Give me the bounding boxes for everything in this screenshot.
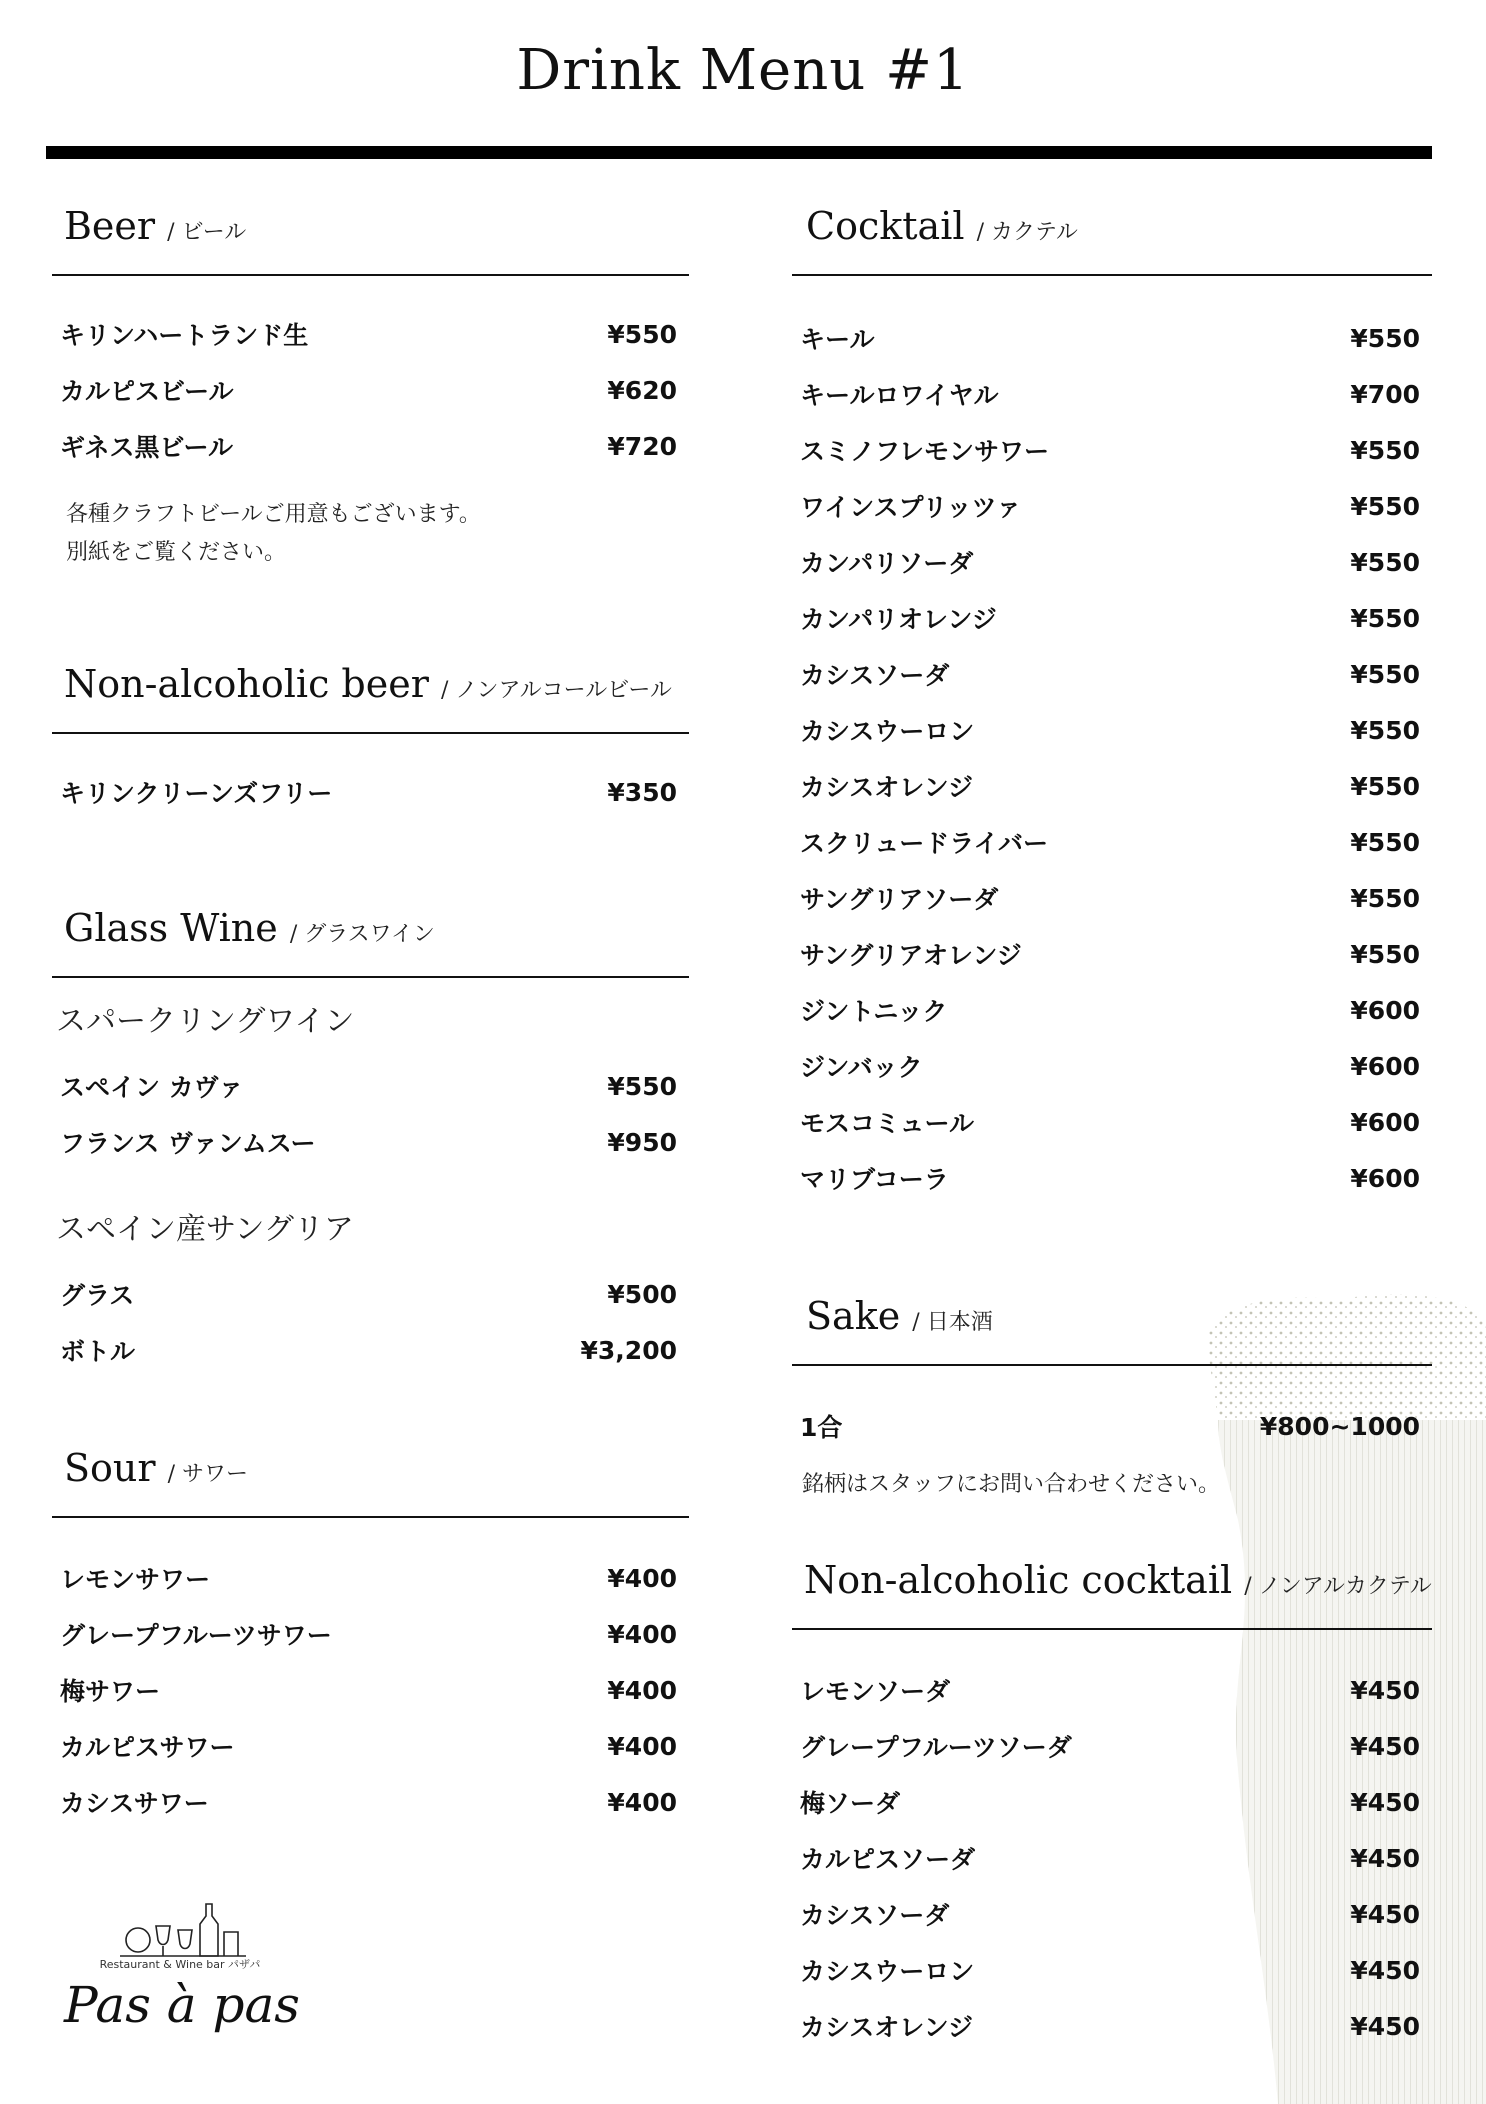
menu-item: [52, 1560, 689, 1616]
menu-item: [792, 824, 1432, 880]
item-name: サングリアソーダ: [800, 885, 999, 914]
menu-item: [52, 372, 689, 428]
item-price: ¥550: [1350, 716, 1420, 745]
item-price: ¥700: [1350, 380, 1420, 409]
item-price: ¥350: [607, 778, 677, 807]
section-nonalc-beer: [52, 662, 689, 830]
item-name: ジントニック: [800, 997, 948, 1026]
menu-item: [792, 1048, 1432, 1104]
section-title-en: Sour: [64, 1446, 156, 1490]
item-price: ¥550: [1350, 660, 1420, 689]
menu-item: [792, 1160, 1432, 1216]
item-name: カシスサワー: [60, 1789, 209, 1818]
menu-item: [792, 656, 1432, 712]
section-title: [64, 1446, 248, 1490]
menu-item: [792, 1896, 1432, 1952]
item-price: ¥550: [1350, 884, 1420, 913]
menu-item: [792, 1672, 1432, 1728]
item-name: スミノフレモンサワー: [800, 437, 1050, 466]
item-name: ジンバック: [800, 1053, 923, 1082]
item-price: ¥550: [607, 320, 677, 349]
section-cocktail: [792, 204, 1432, 1216]
section-divider: [52, 976, 689, 978]
item-name: カルピスソーダ: [800, 1845, 976, 1874]
item-price: ¥450: [1350, 1788, 1420, 1817]
section-title-jp: / サワー: [167, 1462, 249, 1487]
subheading-sangria: スペイン産サングリア: [56, 1212, 354, 1247]
item-name: カシスオレンジ: [800, 773, 974, 802]
note-line: 別紙をご覧ください。: [66, 540, 287, 565]
menu-item: [52, 1124, 689, 1180]
item-name: 1合: [800, 1413, 843, 1442]
section-title: [64, 204, 246, 248]
menu-item: [52, 316, 689, 372]
item-name: 梅ソーダ: [800, 1789, 901, 1818]
page-title: Drink Menu #1: [516, 38, 970, 103]
item-name: スクリュードライバー: [800, 829, 1049, 858]
menu-item: [792, 1784, 1432, 1840]
beer-note: [52, 496, 689, 572]
title-divider: [46, 146, 1432, 159]
item-price: ¥720: [607, 432, 677, 461]
note-line: 各種クラフトビールご用意もございます。: [66, 502, 481, 527]
menu-item: [792, 376, 1432, 432]
item-price: ¥450: [1350, 1844, 1420, 1873]
menu-item: [792, 432, 1432, 488]
section-title-jp: / カクテル: [976, 220, 1078, 245]
menu-item: [792, 992, 1432, 1048]
item-price: ¥400: [607, 1732, 677, 1761]
item-name: カンパリソーダ: [800, 549, 974, 578]
item-price: ¥550: [1350, 492, 1420, 521]
item-price: ¥550: [1350, 940, 1420, 969]
section-title-jp: / ノンアルコールビール: [441, 678, 672, 703]
section-title-en: Sake: [806, 1294, 901, 1338]
section-sour: [52, 1446, 689, 1840]
item-name: モスコミュール: [800, 1109, 975, 1138]
item-name: ギネス黒ビール: [60, 433, 234, 462]
section-title-en: Non-alcoholic cocktail: [804, 1558, 1233, 1602]
item-name: 梅サワー: [60, 1677, 161, 1706]
item-name: キリンハートランド生: [60, 321, 309, 350]
item-name: カルピスサワー: [60, 1733, 235, 1762]
menu-item: [792, 2008, 1432, 2064]
section-title-en: Cocktail: [806, 204, 965, 248]
section-title-jp: / グラスワイン: [289, 922, 435, 947]
item-name: カシスソーダ: [800, 1901, 950, 1930]
section-title-en: Glass Wine: [64, 906, 278, 950]
item-price: ¥600: [1350, 1052, 1420, 1081]
item-price: ¥400: [607, 1620, 677, 1649]
section-sake: [792, 1294, 1432, 1504]
item-name: カシスウーロン: [800, 1957, 975, 1986]
wine-bottle-glass-icon: [60, 1900, 300, 1960]
item-name: カシスオレンジ: [800, 2013, 974, 2042]
menu-item: [52, 774, 689, 830]
item-name: レモンソーダ: [800, 1677, 951, 1706]
item-price: ¥400: [607, 1564, 677, 1593]
logo-subtitle: Restaurant & Wine bar パザパ: [99, 1958, 261, 1971]
section-title: [64, 906, 435, 950]
section-title: [806, 1294, 993, 1338]
menu-item: [52, 428, 689, 484]
item-price: ¥500: [607, 1280, 677, 1309]
section-divider: [792, 1364, 1432, 1366]
section-title-en: Beer: [64, 204, 156, 248]
menu-item: [792, 936, 1432, 992]
item-price: ¥400: [607, 1676, 677, 1705]
item-name: サングリアオレンジ: [800, 941, 1022, 970]
item-name: カンパリオレンジ: [800, 605, 997, 634]
item-price: ¥400: [607, 1788, 677, 1817]
menu-item: [792, 768, 1432, 824]
item-name: ボトル: [60, 1337, 136, 1366]
menu-item: [792, 1408, 1432, 1464]
section-glass-wine: [52, 906, 689, 1388]
menu-item: [52, 1616, 689, 1672]
menu-item: [52, 1784, 689, 1840]
menu-item: [792, 1840, 1432, 1896]
item-price: ¥450: [1350, 1900, 1420, 1929]
section-title: [806, 204, 1078, 248]
item-price: ¥550: [607, 1072, 677, 1101]
item-price: ¥550: [1350, 548, 1420, 577]
item-price: ¥450: [1350, 1676, 1420, 1705]
item-name: カシスウーロン: [800, 717, 975, 746]
item-name: レモンサワー: [60, 1565, 211, 1594]
item-name: カシスソーダ: [800, 661, 950, 690]
item-name: マリブコーラ: [800, 1165, 949, 1194]
menu-item: [52, 1276, 689, 1332]
item-price: ¥620: [607, 376, 677, 405]
menu-item: [52, 1728, 689, 1784]
sake-note: 銘柄はスタッフにお問い合わせください。: [802, 1472, 1221, 1497]
menu-item: [792, 320, 1432, 376]
item-price: ¥550: [1350, 436, 1420, 465]
item-price: ¥450: [1350, 2012, 1420, 2041]
item-name: スペイン カヴァ: [60, 1073, 244, 1102]
restaurant-logo: [60, 1900, 300, 2040]
subheading-sparkling: スパークリングワイン: [56, 1004, 355, 1039]
section-beer: [52, 204, 689, 572]
menu-item: [792, 880, 1432, 936]
item-name: カルピスビール: [60, 377, 234, 406]
item-name: グレープフルーツサワー: [60, 1621, 332, 1650]
menu-item: [792, 544, 1432, 600]
item-price: ¥800~1000: [1259, 1412, 1420, 1441]
section-title-jp: / 日本酒: [912, 1310, 993, 1335]
item-price: ¥450: [1350, 1956, 1420, 1985]
item-price: ¥450: [1350, 1732, 1420, 1761]
item-price: ¥600: [1350, 996, 1420, 1025]
item-price: ¥3,200: [580, 1336, 677, 1365]
section-nonalc-cocktail: [792, 1558, 1432, 2064]
section-divider: [792, 1628, 1432, 1630]
item-name: キール: [800, 325, 875, 354]
item-name: ワインスプリッツァ: [800, 493, 1022, 522]
menu-item: [52, 1068, 689, 1124]
item-name: キールロワイヤル: [800, 381, 999, 410]
section-title: [64, 662, 672, 706]
item-name: グラス: [60, 1281, 135, 1310]
item-name: フランス ヴァンムスー: [60, 1129, 316, 1158]
item-price: ¥950: [607, 1128, 677, 1157]
item-name: キリンクリーンズフリー: [60, 779, 333, 808]
menu-item: [792, 600, 1432, 656]
menu-item: [792, 488, 1432, 544]
section-title-jp: / ビール: [167, 220, 247, 245]
section-divider: [52, 1516, 689, 1518]
section-title: [804, 1558, 1432, 1602]
item-price: ¥600: [1350, 1164, 1420, 1193]
menu-item: [792, 1728, 1432, 1784]
menu-item: [792, 1104, 1432, 1160]
item-price: ¥550: [1350, 828, 1420, 857]
section-divider: [792, 274, 1432, 276]
item-name: グレープフルーツソーダ: [800, 1733, 1072, 1762]
menu-item: [792, 1952, 1432, 2008]
section-divider: [52, 274, 689, 276]
item-price: ¥550: [1350, 324, 1420, 353]
menu-item: [52, 1672, 689, 1728]
item-price: ¥600: [1350, 1108, 1420, 1137]
menu-item: [792, 712, 1432, 768]
item-price: ¥550: [1350, 772, 1420, 801]
item-price: ¥550: [1350, 604, 1420, 633]
menu-item: [52, 1332, 689, 1388]
section-divider: [52, 732, 689, 734]
section-title-jp: / ノンアルカクテル: [1244, 1574, 1432, 1599]
logo-name: Pas à pas: [64, 1976, 300, 2034]
section-title-en: Non-alcoholic beer: [64, 662, 429, 706]
